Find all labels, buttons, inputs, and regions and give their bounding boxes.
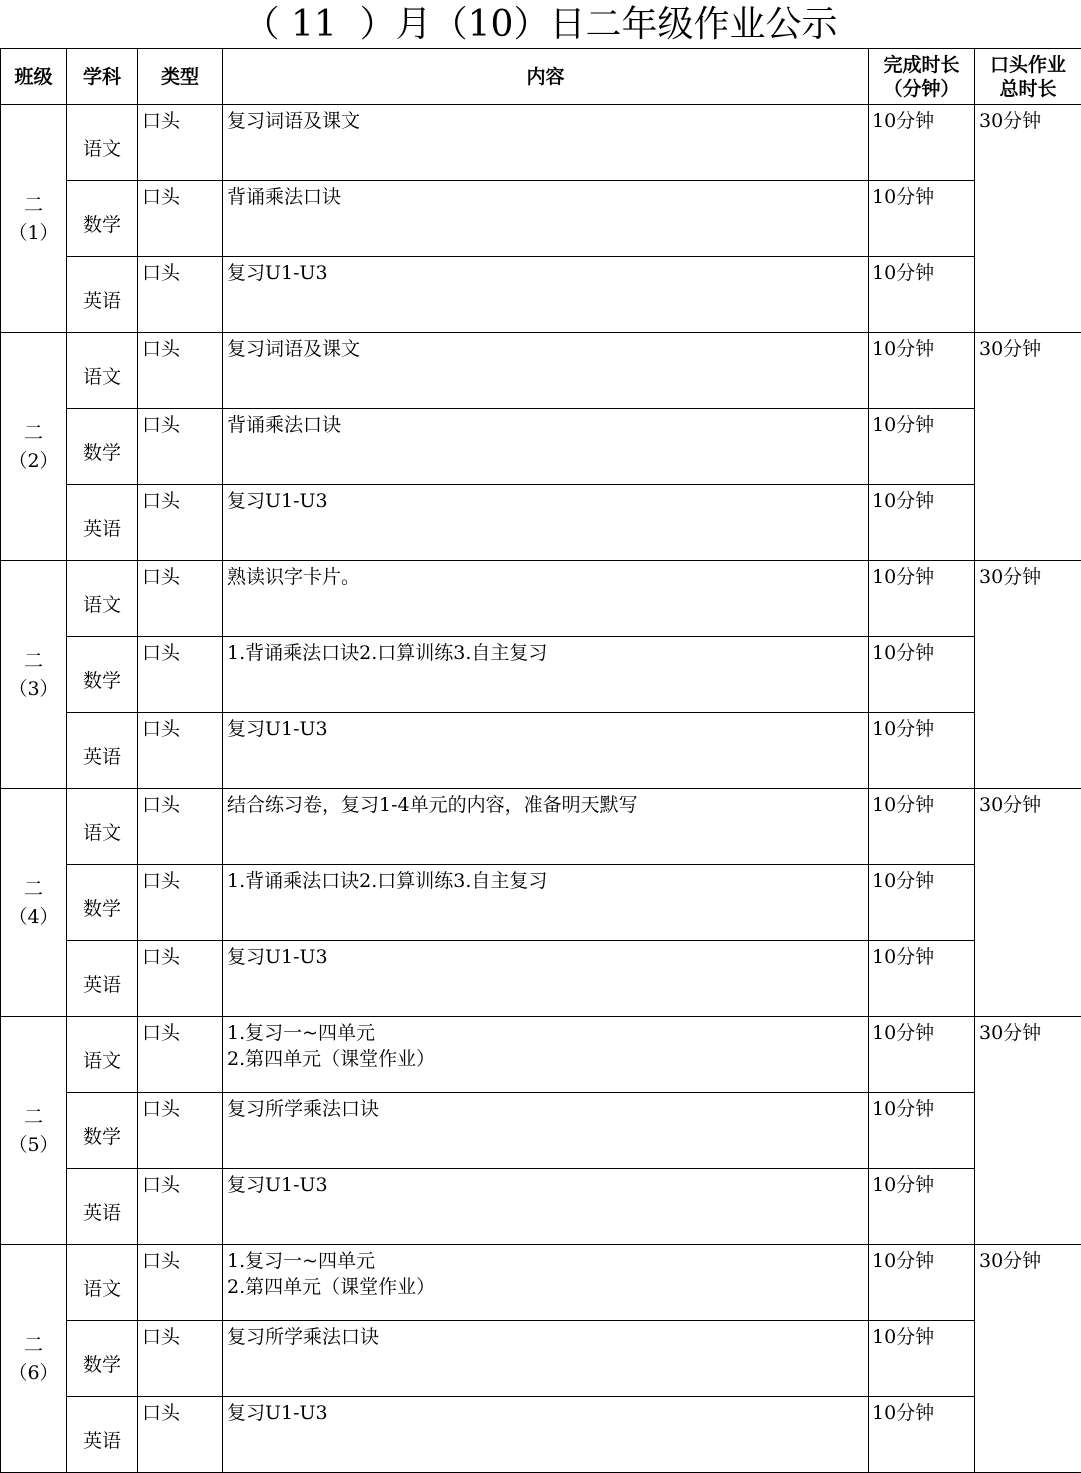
subject-label: 语文 (82, 1277, 121, 1300)
duration-cell: 10分钟 (869, 485, 975, 561)
type-cell: 口头 (138, 1397, 223, 1473)
duration-cell: 10分钟 (869, 105, 975, 181)
duration-cell: 10分钟 (869, 1245, 975, 1321)
class-number: （3） (8, 677, 59, 700)
subject-cell (67, 713, 138, 789)
class-grade: 二 (23, 877, 43, 900)
class-number: （1） (8, 221, 59, 244)
subject-label: 语文 (82, 1049, 121, 1072)
subject-cell (67, 561, 138, 637)
content-cell: 复习词语及课文 (223, 105, 869, 181)
content-cell: 背诵乘法口诀 (223, 409, 869, 485)
header-class: 班级 (1, 49, 67, 105)
total-duration-cell: 30分钟 (975, 1245, 1081, 1473)
subject-label: 数学 (82, 213, 121, 236)
duration-cell: 10分钟 (869, 789, 975, 865)
subject-label: 数学 (82, 441, 121, 464)
content-cell: 熟读识字卡片。 (223, 561, 869, 637)
subject-label: 语文 (82, 365, 121, 388)
content-cell: 1.复习一~四单元 2.第四单元（课堂作业） (223, 1245, 869, 1321)
table-row (1, 1169, 1081, 1245)
duration-cell: 10分钟 (869, 1093, 975, 1169)
header-duration-line1: 完成时长 (883, 53, 960, 76)
total-duration-cell: 30分钟 (975, 789, 1081, 1017)
subject-cell (67, 789, 138, 865)
content-cell: 复习U1-U3 (223, 1397, 869, 1473)
type-cell: 口头 (138, 637, 223, 713)
content-cell: 1.背诵乘法口诀2.口算训练3.自主复习 (223, 865, 869, 941)
content-cell: 复习词语及课文 (223, 333, 869, 409)
table-row (1, 333, 1081, 409)
class-cell (1, 789, 67, 1017)
duration-cell: 10分钟 (869, 941, 975, 1017)
duration-cell: 10分钟 (869, 865, 975, 941)
table-row (1, 1397, 1081, 1473)
type-cell: 口头 (138, 105, 223, 181)
subject-cell (67, 333, 138, 409)
duration-cell: 10分钟 (869, 1397, 975, 1473)
class-grade: 二 (23, 1333, 43, 1356)
duration-cell: 10分钟 (869, 257, 975, 333)
subject-cell (67, 105, 138, 181)
table-row (1, 409, 1081, 485)
table-row (1, 1321, 1081, 1397)
subject-label: 数学 (82, 1353, 121, 1376)
homework-table (0, 48, 1081, 1473)
table-row (1, 1245, 1081, 1321)
subject-label: 英语 (82, 1429, 121, 1452)
content-cell: 结合练习卷，复习1-4单元的内容，准备明天默写 (223, 789, 869, 865)
duration-cell: 10分钟 (869, 637, 975, 713)
header-duration (869, 49, 975, 105)
type-cell: 口头 (138, 485, 223, 561)
type-cell: 口头 (138, 1321, 223, 1397)
subject-label: 语文 (82, 137, 121, 160)
subject-cell (67, 941, 138, 1017)
header-total (975, 49, 1081, 105)
content-cell: 1.背诵乘法口诀2.口算训练3.自主复习 (223, 637, 869, 713)
class-cell (1, 105, 67, 333)
content-cell: 复习U1-U3 (223, 1169, 869, 1245)
class-cell (1, 333, 67, 561)
subject-cell (67, 1169, 138, 1245)
total-duration-cell: 30分钟 (975, 333, 1081, 561)
table-row (1, 713, 1081, 789)
subject-label: 英语 (82, 289, 121, 312)
class-grade: 二 (23, 649, 43, 672)
content-cell: 复习所学乘法口诀 (223, 1093, 869, 1169)
content-cell: 复习U1-U3 (223, 713, 869, 789)
duration-cell: 10分钟 (869, 561, 975, 637)
type-cell: 口头 (138, 713, 223, 789)
table-row (1, 105, 1081, 181)
type-cell: 口头 (138, 1169, 223, 1245)
table-row (1, 1093, 1081, 1169)
table-row (1, 1017, 1081, 1093)
subject-cell (67, 1321, 138, 1397)
type-cell: 口头 (138, 1017, 223, 1093)
header-type: 类型 (138, 49, 223, 105)
type-cell: 口头 (138, 181, 223, 257)
subject-cell (67, 257, 138, 333)
class-cell (1, 561, 67, 789)
subject-label: 语文 (82, 593, 121, 616)
subject-label: 英语 (82, 973, 121, 996)
total-duration-cell: 30分钟 (975, 1017, 1081, 1245)
duration-cell: 10分钟 (869, 713, 975, 789)
total-duration-cell: 30分钟 (975, 561, 1081, 789)
subject-label: 数学 (82, 1125, 121, 1148)
subject-cell (67, 181, 138, 257)
content-cell: 复习所学乘法口诀 (223, 1321, 869, 1397)
content-cell: 1.复习一~四单元 2.第四单元（课堂作业） (223, 1017, 869, 1093)
subject-cell (67, 1245, 138, 1321)
subject-cell (67, 1017, 138, 1093)
page-title: （ 11 ）月（10）日二年级作业公示 (243, 4, 838, 45)
subject-label: 语文 (82, 821, 121, 844)
header-subject: 学科 (67, 49, 138, 105)
header-total-line2: 总时长 (999, 77, 1057, 100)
header-duration-line2: （分钟） (883, 77, 960, 100)
subject-cell (67, 1093, 138, 1169)
table-row (1, 181, 1081, 257)
header-content: 内容 (223, 49, 869, 105)
class-number: （6） (8, 1361, 59, 1384)
header-total-line1: 口头作业 (989, 53, 1066, 76)
duration-cell: 10分钟 (869, 181, 975, 257)
class-number: （2） (8, 449, 59, 472)
subject-label: 英语 (82, 745, 121, 768)
subject-cell (67, 637, 138, 713)
duration-cell: 10分钟 (869, 333, 975, 409)
subject-label: 数学 (82, 897, 121, 920)
type-cell: 口头 (138, 789, 223, 865)
subject-cell (67, 485, 138, 561)
class-cell (1, 1245, 67, 1473)
type-cell: 口头 (138, 941, 223, 1017)
table-row (1, 637, 1081, 713)
duration-cell: 10分钟 (869, 1321, 975, 1397)
class-cell (1, 1017, 67, 1245)
class-grade: 二 (23, 421, 43, 444)
header-row (1, 49, 1081, 105)
table-row (1, 257, 1081, 333)
type-cell: 口头 (138, 865, 223, 941)
type-cell: 口头 (138, 257, 223, 333)
content-cell: 背诵乘法口诀 (223, 181, 869, 257)
table-row (1, 789, 1081, 865)
type-cell: 口头 (138, 409, 223, 485)
subject-cell (67, 1397, 138, 1473)
duration-cell: 10分钟 (869, 409, 975, 485)
table-row (1, 941, 1081, 1017)
table-row (1, 561, 1081, 637)
table-row (1, 865, 1081, 941)
subject-label: 英语 (82, 1201, 121, 1224)
class-number: （4） (8, 905, 59, 928)
subject-cell (67, 409, 138, 485)
duration-cell: 10分钟 (869, 1017, 975, 1093)
type-cell: 口头 (138, 561, 223, 637)
total-duration-cell: 30分钟 (975, 105, 1081, 333)
type-cell: 口头 (138, 333, 223, 409)
class-grade: 二 (23, 193, 43, 216)
type-cell: 口头 (138, 1093, 223, 1169)
subject-label: 数学 (82, 669, 121, 692)
type-cell: 口头 (138, 1245, 223, 1321)
subject-cell (67, 865, 138, 941)
content-cell: 复习U1-U3 (223, 485, 869, 561)
table-row (1, 485, 1081, 561)
subject-label: 英语 (82, 517, 121, 540)
duration-cell: 10分钟 (869, 1169, 975, 1245)
class-number: （5） (8, 1133, 59, 1156)
class-grade: 二 (23, 1105, 43, 1128)
content-cell: 复习U1-U3 (223, 941, 869, 1017)
content-cell: 复习U1-U3 (223, 257, 869, 333)
